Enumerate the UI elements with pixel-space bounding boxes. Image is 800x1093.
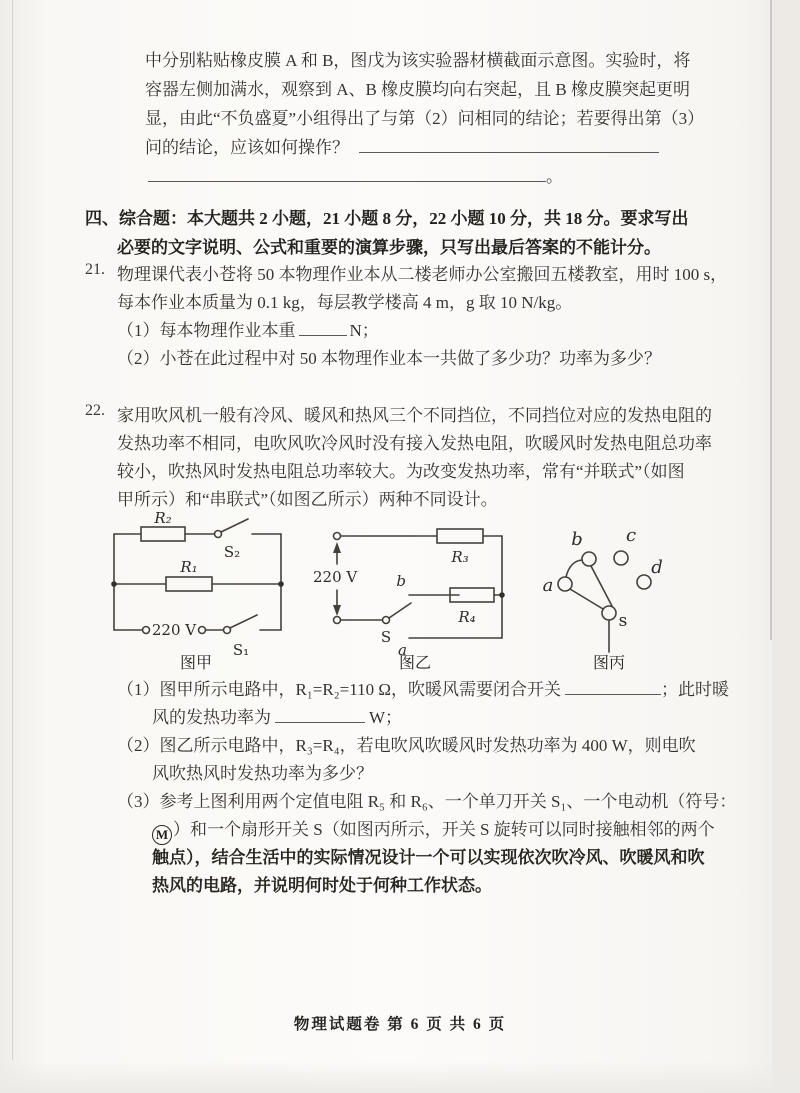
voltage-label: 220 V: [151, 621, 197, 639]
q22-part-3-line-1: （3）参考上图利用两个定值电阻 R₅ 和 R₆、一个单刀开关 S₁、一个电动机（符号：: [117, 792, 737, 811]
circuit-jia-diagram: [106, 512, 296, 670]
question-22-parts: [117, 676, 736, 900]
scan-bottom-shade: [0, 1061, 800, 1093]
contact-c-label: c: [625, 525, 637, 546]
junction-dot: [111, 581, 117, 587]
section-heading-line: 必要的文字说明、公式和重要的演算步骤，只写出最后答案的不能计分。: [117, 238, 661, 257]
q21-line: 物理课代表小苍将 50 本物理作业本从二楼老师办公室搬回五楼教室，用时 100 s，: [117, 265, 728, 284]
figure-yi: [312, 512, 517, 675]
q21-part-1-unit: N；: [349, 321, 379, 340]
resistor-r3-label: R₃: [451, 548, 469, 566]
voltage-label: 220 V: [313, 568, 358, 586]
arrow-down: [333, 605, 341, 616]
q22-part-3-line-2: [152, 816, 736, 844]
q22-part-1-text: ；此时暖: [660, 680, 729, 699]
figure-yi-caption: 图乙: [398, 653, 432, 670]
figure-jia: [106, 512, 296, 675]
q22-part-2-line-2: 风吹热风时发热功率为多少？: [152, 764, 373, 783]
q20-line: 中分别粘贴橡皮膜 A 和 B，图戊为该实验器材横截面示意图。实验时，将: [145, 51, 691, 70]
q22-part-1-line-1: [117, 676, 736, 704]
switch-s2-label: S₂: [223, 543, 241, 561]
contact-d-label: d: [651, 557, 663, 578]
motor-symbol-icon: [152, 825, 172, 845]
contact-b-label: b: [396, 572, 406, 590]
answer-blank: [299, 321, 347, 336]
q21-part-2: （2）小苍在此过程中对 50 本物理作业本一共做了多少功？功率为多少？: [117, 349, 661, 368]
arrow-up: [333, 542, 341, 553]
answer-blank: [565, 680, 661, 695]
circuit-yi-diagram: [312, 512, 517, 670]
q22-part-3-line-3: 触点），结合生活中的实际情况设计一个可以实现依次吹冷风、吹暖风和吹: [152, 848, 705, 867]
contact-a-label: a: [542, 575, 554, 596]
switch-s1-label: S₁: [232, 641, 250, 659]
q22-part-1-text: 风的发热功率为: [152, 708, 271, 727]
section-heading-line: 四、综合题：本大题共 2 小题，21 小题 8 分，22 小题 10 分，共 18 分。要求写出: [85, 209, 689, 228]
q22-part-1-unit: W；: [369, 708, 403, 727]
q22-line: 发热功率不相同，电吹风吹冷风时没有接入发热电阻，吹暖风时发热电阻总功率: [117, 434, 712, 453]
q20-line: 容器左侧加满水，观察到 A、B 橡皮膜均向右突起，且 B 橡皮膜突起更明: [145, 80, 690, 99]
figure-bing-caption: 图丙: [592, 653, 626, 670]
scan-edge-left: [12, 0, 13, 1060]
answer-blank: [148, 167, 546, 182]
resistor-r1-label: R₁: [180, 558, 198, 576]
section-4-heading: [85, 204, 689, 262]
contact-a-label: a: [398, 641, 407, 659]
switch-s-label: S: [380, 628, 392, 646]
q22-line: 较小，吹热风时发热电阻总功率较大。为改变发热功率，常有“并联式”（如图: [117, 462, 685, 481]
question-22-number: 22.: [85, 402, 105, 419]
fan-switch-diagram: [535, 512, 715, 670]
q21-part-1: [117, 317, 727, 345]
q22-line: 甲所示）和“串联式”（如图乙所示）两种不同设计。: [117, 490, 498, 509]
resistor-r4-label: R₄: [458, 608, 476, 626]
question-20-continuation: [145, 46, 704, 162]
question-21: [85, 261, 727, 373]
q20-answer-line-2: [148, 162, 563, 187]
question-21-number: 21.: [85, 261, 105, 278]
resistor-r2-label: R₂: [154, 512, 172, 527]
figure-bing: [535, 512, 715, 675]
q21-part-1-text: （1）每本物理作业本重: [117, 321, 296, 340]
page-footer: [0, 1012, 800, 1034]
contact-b-label: b: [571, 529, 583, 550]
q22-part-3-text: ）和一个扇形开关 S（如图丙所示，开关 S 旋转可以同时接触相邻的两个: [173, 820, 715, 839]
answer-blank: [275, 708, 365, 723]
q22-part-3-line-4: 热风的电路，并说明何时处于何种工作状态。: [152, 876, 492, 895]
answer-blank: [359, 138, 659, 153]
figure-jia-caption: 图甲: [179, 653, 213, 670]
q22-part-2-line-1: （2）图乙所示电路中，R₃=R₄，若电吹风吹暖风时发热功率为 400 W，则电吹: [117, 736, 696, 755]
scan-right-shade: [772, 0, 800, 1093]
footer-text: 物理试题卷 第 6 页 共 6 页: [293, 1016, 507, 1033]
q22-part-1-line-2: [152, 704, 736, 732]
q20-line-text: 问的结论，应该如何操作？: [145, 138, 349, 157]
q22-part-1-text: （1）图甲所示电路中，R₁=R₂=110 Ω，吹暖风需要闭合开关: [117, 680, 561, 699]
motor-symbol-letter: M: [155, 827, 169, 842]
q20-line: [145, 133, 704, 162]
period: 。: [546, 167, 563, 186]
q21-line: 每本作业本质量为 0.1 kg，每层教学楼高 4 m，g 取 10 N/kg。: [117, 293, 573, 312]
junction-dot: [278, 581, 284, 587]
q20-line: 显，由此“不负盛夏”小组得出了与第（2）问相同的结论；若要得出第（3）: [145, 109, 705, 128]
question-22: [85, 402, 712, 514]
junction-dot: [499, 592, 505, 598]
pivot-s-label: s: [618, 611, 628, 631]
q22-line: 家用吹风机一般有冷风、暖风和热风三个不同挡位，不同挡位对应的发热电阻的: [117, 406, 712, 425]
